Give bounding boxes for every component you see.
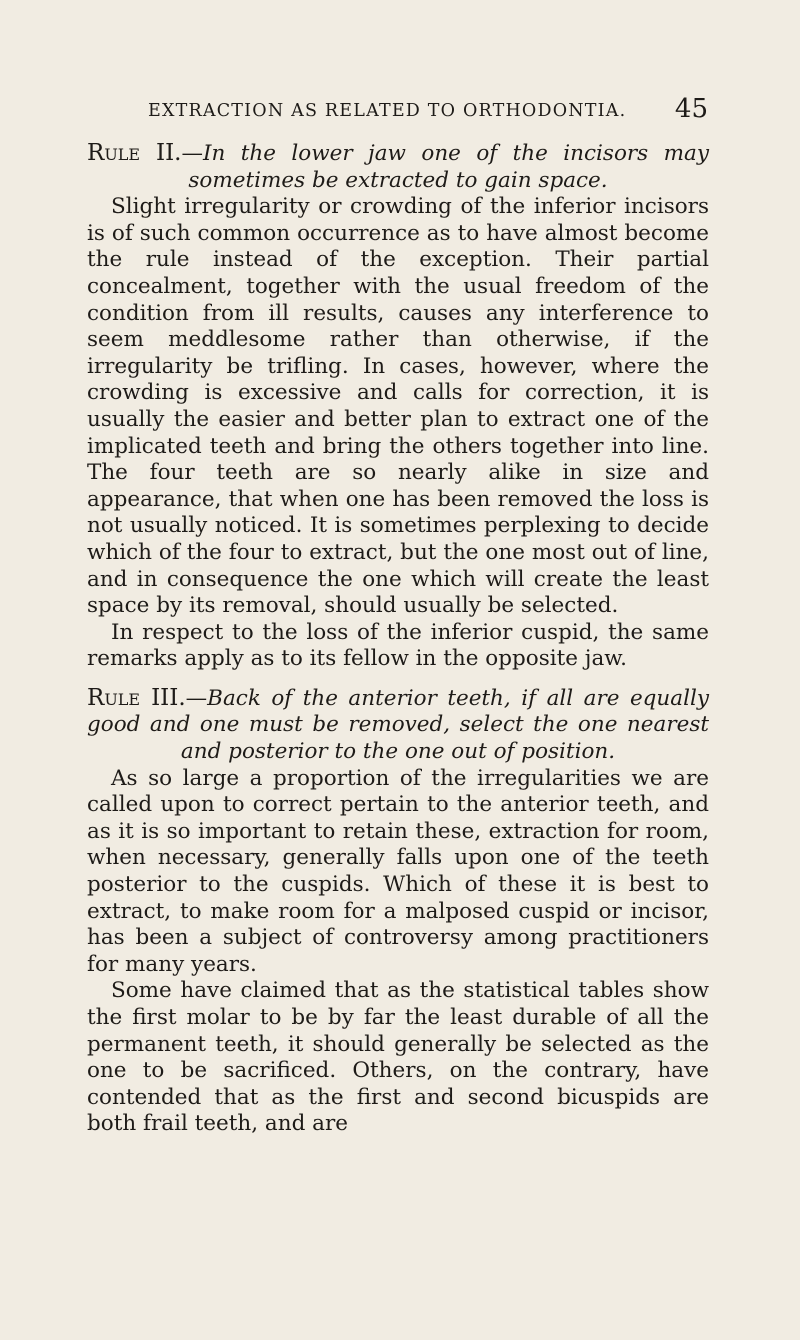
rule-iii-paragraph-2: Some have claimed that as the statistical tables show the first molar to be by far the least durable of all the permanent teeth, it should generally be selected as the one to be sacrificed. Others, on the contrary, have contended that as the first and second bicuspids are both frail teeth, and are — [87, 978, 709, 1137]
rule-iii-dash: — — [185, 685, 208, 711]
rule-ii-dash: — — [181, 141, 203, 166]
page-body — [87, 140, 709, 1138]
running-head — [148, 96, 708, 126]
rule-ii-paragraph-2: In respect to the loss of the inferior cuspid, the same remarks apply as to its fellow in the opposite jaw. — [87, 619, 709, 672]
rule-ii-paragraph-1: Slight irregularity or crowding of the inferior incisors is of such common occurrence as to have almost become the rule instead of the exception. Their partial concealment, together with the usual freedom of the condition from ill results, causes any interference to seem meddlesome rather than otherwise, if the irregularity be trifling. In cases, however, where the crowding is excessive and calls for correction, it is usually the easier and better plan to extract one of the implicated teeth and bring the others together into line. The four teeth are so nearly alike in size and appearance, that when one has been removed the loss is not usually noticed. It is sometimes perplexing to decide which of the four to extract, but the one most out of line, and in consequence the one which will create the least space by its removal, should usually be selected. — [87, 194, 709, 619]
rule-iii-statement: Back of the anterior teeth, if all are equally good and one must be removed, select the one nearest and posterior to the one out of position. — [87, 685, 709, 765]
rule-ii-heading — [87, 140, 709, 194]
page-number: 45 — [674, 94, 708, 124]
rule-ii-label: Rule II. — [87, 140, 182, 166]
rule-iii-paragraph-1: As so large a proportion of the irregularities we are called upon to correct pertain to the anterior teeth, and as it is so important to retain these, extraction for room, when necessary, generally falls upon one of the teeth posterior to the cuspids. Which of these it is best to extract, to make room for a malposed cuspid or incisor, has been a subject of controversy among practitioners for many years. — [87, 765, 709, 977]
rule-iii-heading — [87, 685, 709, 766]
section-gap — [87, 673, 709, 685]
rule-ii-statement: In the lower jaw one of the incisors may sometimes be extracted to gain space. — [188, 141, 709, 193]
rule-iii-label: Rule III. — [87, 684, 186, 711]
running-head-title: EXTRACTION AS RELATED TO ORTHODONTIA. — [148, 101, 627, 121]
